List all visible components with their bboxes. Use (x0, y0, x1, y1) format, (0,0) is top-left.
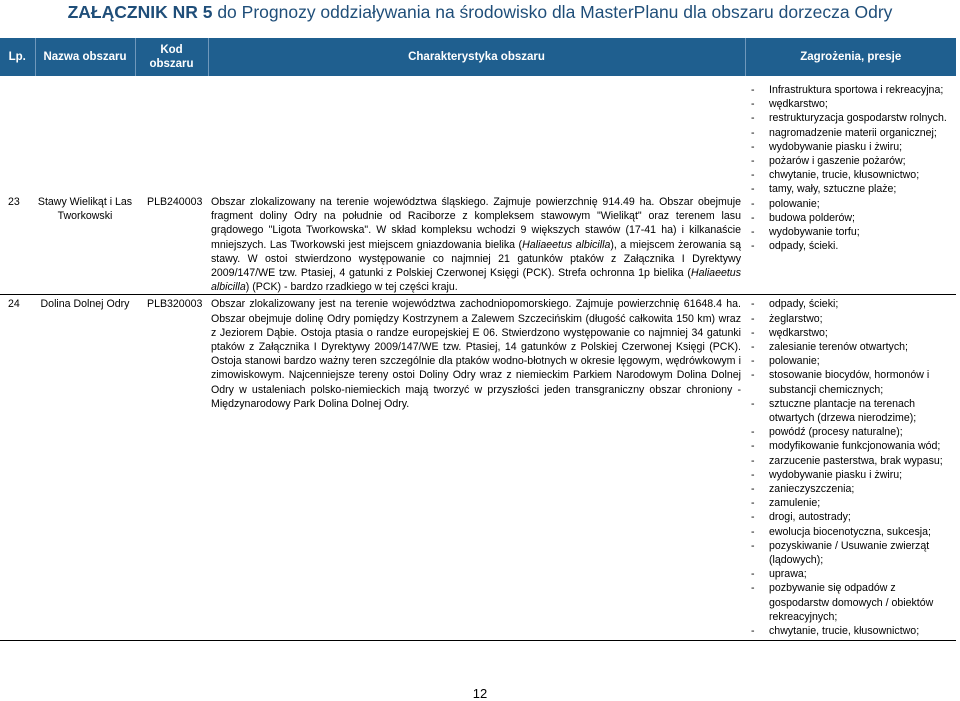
risk-item: - tamy, wały, sztuczne plaże; (749, 182, 952, 196)
risk-item: - modyfikowanie funkcjonowania wód; (749, 439, 952, 453)
risk-item: - wędkarstwo; (749, 97, 952, 111)
table-row (0, 76, 956, 295)
areas-table (0, 38, 956, 641)
risk-item: - wydobywanie torfu; (749, 225, 952, 239)
risk-item: - pożarów i gaszenie pożarów; (749, 154, 952, 168)
risk-item: - wydobywanie piasku i żwiru; (749, 468, 952, 482)
risk-item: - polowanie; (749, 197, 952, 211)
risk-item: - pozyskiwanie / Usuwanie zwierząt (lądowych); (749, 539, 952, 567)
header-code: Kod obszaru (135, 38, 208, 76)
risk-item: - powódź (procesy naturalne); (749, 425, 952, 439)
risk-item: - pozbywanie się odpadów z gospodarstw domowych / obiektów rekreacyjnych; (749, 581, 952, 624)
title-annex-label: ZAŁĄCZNIK NR 5 (67, 2, 213, 22)
row-description: Obszar zlokalizowany na terenie województwa śląskiego. Zajmuje powierzchnię 914.49 ha. Obszar obejmuje fragment doliny Odry na południe od Raciborze z kompleksem stawowym "Wielikąt" oraz terenem lasu grądowego "Ligota Tworkowska". W skład kompleksu wchodzi 9 większych stawów (17-41 ha) i kilkanaście mniejszych. Las Tworkowski jest miejscem gniazdowania bielika (Haliaeetus albicilla), a miejscem żerowania są stawy. W ostoi stwierdzono występowanie co najmniej 21 gatunków ptaków z Załącznika I Dyrektywy 2009/147/WE tzw. Ptasiej, 4 gatunki z Polskiej Czerwonej Księgi (PCK). Strefa ochronna 1p bielika (Haliaeetus albicilla) (PCK) - bardzo rzadkiego w tej części kraju. (208, 76, 745, 295)
row-description: Obszar zlokalizowany jest na terenie województwa zachodniopomorskiego. Zajmuje powierzchnię 61648.4 ha. Obszar obejmuje dolinę Odry pomiędzy Kostrzynem a Zalewem Szczecińskim (długość całkowita 150 km) wraz z Jeziorem Dąbie. Ostoja ptasia o randze europejskiej E 06. Stwierdzono występowanie co najmniej 34 gatunki ptaków z Załącznika I Dyrektywy 2009/147/WE tzw. Ptasiej, 14 gatunków z Polskiej Czerwonej Księgi (PCK). Ostoja stanowi bardzo ważny teren szczególnie dla ptaków wodno-błotnych w okresie lęgowym, wędrówkowym i zimowiskowym. Najcenniejsze tereny ostoi Doliny Odry wraz z niemieckim Parkiem Narodowym Dolina Dolnej Odry w ustaleniach polsko-niemieckich mają tworzyć w przyszłości jeden transgraniczny obszar chroniony - Międzynarodowy Park Dolina Dolnej Odry. (208, 295, 745, 641)
risk-item: - stosowanie biocydów, hormonów i substancji chemicznych; (749, 368, 952, 396)
row-risks (745, 295, 956, 641)
row-risks (745, 76, 956, 295)
risk-item: - zamulenie; (749, 496, 952, 510)
row-lp: 23 (0, 76, 35, 295)
header-description: Charakterystyka obszaru (208, 38, 745, 76)
risk-item: - chwytanie, trucie, kłusownictwo; (749, 624, 952, 638)
table-header-row (0, 38, 956, 76)
row-name: Dolina Dolnej Odry (35, 295, 135, 641)
risk-list (749, 83, 952, 253)
risk-item: - drogi, autostrady; (749, 510, 952, 524)
risk-item: - budowa polderów; (749, 211, 952, 225)
risk-item: - odpady, ścieki; (749, 297, 952, 311)
risk-list (749, 297, 952, 638)
header-name: Nazwa obszaru (35, 38, 135, 76)
risk-item: - zalesianie terenów otwartych; (749, 340, 952, 354)
risk-item: - nagromadzenie materii organicznej; (749, 126, 952, 140)
risk-item: - ewolucja biocenotyczna, sukcesja; (749, 525, 952, 539)
risk-item: - uprawa; (749, 567, 952, 581)
risk-item: - chwytanie, trucie, kłusownictwo; (749, 168, 952, 182)
row-code: PLB240003 (135, 76, 208, 295)
title-text: do Prognozy oddziaływania na środowisko dla MasterPlanu dla obszaru dorzecza Odry (212, 2, 893, 22)
row-name: Stawy Wielikąt i Las Tworkowski (35, 76, 135, 295)
risk-item: - zarzucenie pasterstwa, brak wypasu; (749, 454, 952, 468)
header-risks: Zagrożenia, presje (745, 38, 956, 76)
row-lp: 24 (0, 295, 35, 641)
page-number: 12 (472, 686, 488, 701)
header-lp: Lp. (0, 38, 35, 76)
document-title (0, 2, 960, 23)
row-code: PLB320003 (135, 295, 208, 641)
risk-item: - sztuczne plantacje na terenach otwartych (drzewa nierodzime); (749, 397, 952, 425)
table-row (0, 295, 956, 641)
risk-item: - Infrastruktura sportowa i rekreacyjna; (749, 83, 952, 97)
risk-item: - odpady, ścieki. (749, 239, 952, 253)
risk-item: - wędkarstwo; (749, 326, 952, 340)
risk-item: - żeglarstwo; (749, 312, 952, 326)
risk-item: - polowanie; (749, 354, 952, 368)
risk-item: - wydobywanie piasku i żwiru; (749, 140, 952, 154)
risk-item: - zanieczyszczenia; (749, 482, 952, 496)
risk-item: - restrukturyzacja gospodarstw rolnych. (749, 111, 952, 125)
